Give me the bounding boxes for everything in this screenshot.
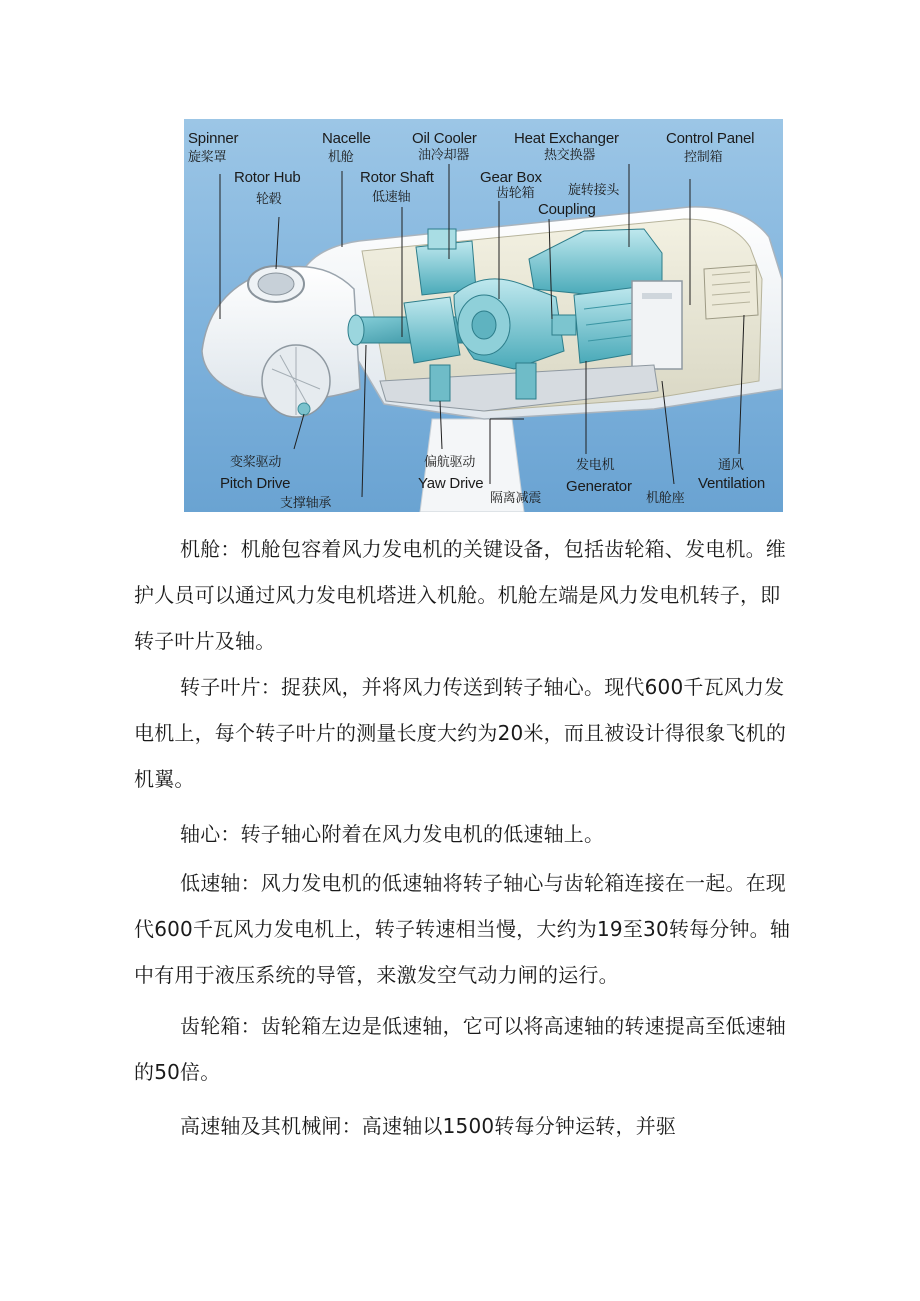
paragraph-low-speed-shaft: 低速轴：风力发电机的低速轴将转子轴心与齿轮箱连接在一起。在现代600千瓦风力发电机上，转子转速相当慢，大约为19至30转每分钟。轴中有用于液压系统的导管，来激发空气动力闸的运行。	[134, 871, 791, 987]
label-rotor-hub: Rotor Hub	[234, 169, 301, 186]
label-yaw-drive-cn: 偏航驱动	[424, 455, 476, 470]
yaw-drive	[430, 365, 450, 401]
label-spinner-cn: 旋桨罩	[188, 150, 227, 165]
label-coupling-cn: 旋转接头	[568, 183, 620, 198]
wind-turbine-nacelle-diagram	[184, 119, 783, 512]
label-oil-cooler-cn: 油冷却器	[418, 148, 470, 163]
label-coupling: Coupling	[538, 201, 596, 218]
label-ventilation: Ventilation	[698, 475, 766, 492]
label-pitch-drive: Pitch Drive	[220, 475, 291, 492]
label-ventilation-cn: 通风	[718, 458, 744, 473]
label-bedplate-cn: 机舱座	[646, 491, 685, 506]
paragraph-rotor-blade: 转子叶片：捉获风，并将风力传送到转子轴心。现代600千瓦风力发电机上，每个转子叶片的测量长度大约为20米，而且被设计得很象飞机的机翼。	[134, 675, 787, 791]
label-gear-box-cn: 齿轮箱	[496, 186, 535, 201]
label-rotor-hub-cn: 轮毂	[256, 192, 282, 207]
label-spinner: Spinner	[188, 130, 239, 147]
label-oil-cooler: Oil Cooler	[412, 130, 477, 147]
paragraph-hub: 轴心：转子轴心附着在风力发电机的低速轴上。	[180, 822, 605, 846]
label-generator-cn: 发电机	[576, 458, 615, 473]
paragraph-nacelle: 机舱：机舱包容着风力发电机的关键设备，包括齿轮箱、发电机。维护人员可以通过风力发电机塔进入机舱。机舱左端是风力发电机转子，即转子叶片及轴。	[134, 537, 786, 653]
label-control-panel: Control Panel	[666, 130, 755, 147]
label-yaw-drive: Yaw Drive	[418, 475, 484, 492]
label-gear-box: Gear Box	[480, 169, 542, 186]
label-heat-exchanger-cn: 热交换器	[544, 148, 596, 163]
label-bearing-cn: 支撑轴承	[280, 496, 332, 511]
label-nacelle-cn: 机舱	[328, 150, 354, 165]
label-control-panel-cn: 控制箱	[684, 150, 723, 165]
label-heat-exchanger: Heat Exchanger	[514, 130, 619, 147]
label-rotor-shaft: Rotor Shaft	[360, 169, 434, 186]
label-pitch-drive-cn: 变桨驱动	[230, 455, 282, 470]
label-nacelle: Nacelle	[322, 130, 371, 147]
paragraph-high-speed-shaft: 高速轴及其机械闸：高速轴以1500转每分钟运转，并驱	[180, 1114, 677, 1138]
label-damping-cn: 隔离减震	[490, 491, 542, 506]
coupling	[552, 315, 576, 335]
label-rotor-shaft-cn: 低速轴	[372, 190, 411, 205]
paragraph-gear-box: 齿轮箱：齿轮箱左边是低速轴，它可以将高速轴的转速提高至低速轴的50倍。	[134, 1014, 786, 1084]
label-generator: Generator	[566, 478, 632, 495]
